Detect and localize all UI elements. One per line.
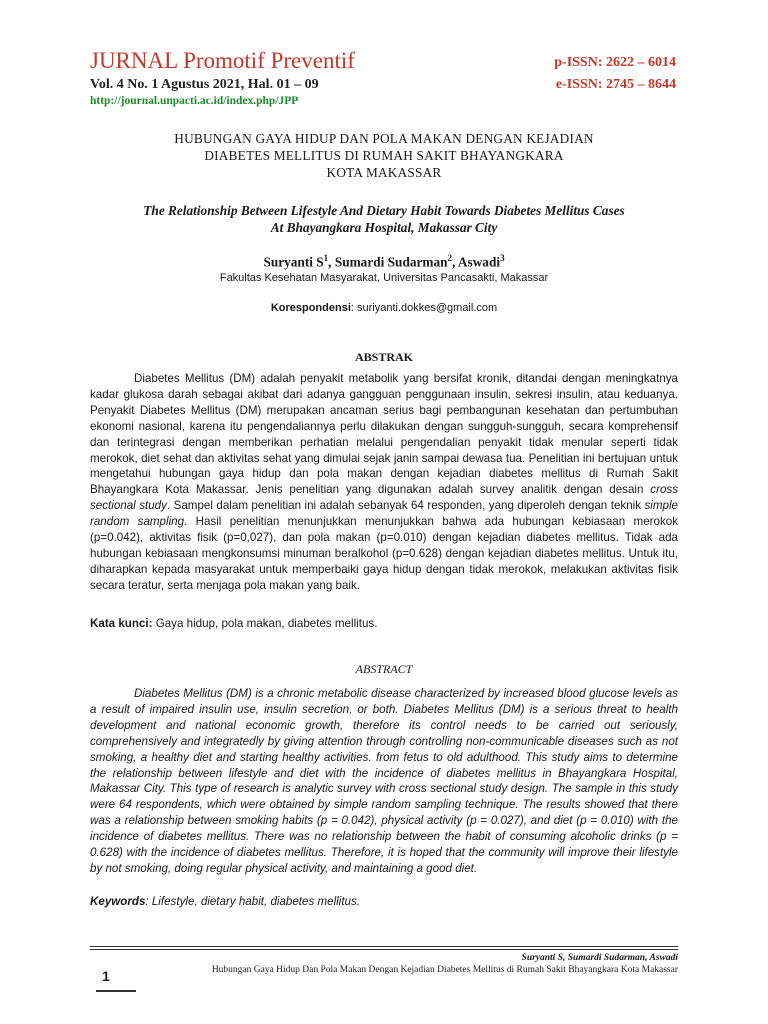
title-en-line-2: At Bhayangkara Hospital, Makassar City (270, 220, 498, 235)
abstrak-heading: ABSTRAK (354, 350, 413, 364)
author-1: Suryanti S (263, 254, 324, 270)
kata-kunci-label: Kata kunci: (90, 617, 153, 630)
footer-running-title: Hubungan Gaya Hidup Dan Pola Makan Dengan Kejadian Diabetes Mellitus di Rumah Sakit Bhayangkara Kota Makassar (211, 965, 678, 975)
author-list (90, 253, 678, 270)
author-2: , Sumardi Sudarman (328, 254, 448, 270)
e-issn: e-ISSN: 2745 – 8644 (555, 77, 676, 92)
abstrak-part-2: . Sampel dalam penelitian ini adalah sebanyak 64 responden, yang diperoleh dengan teknik (166, 499, 645, 513)
journal-title: JURNAL Promotif Preventif (90, 48, 355, 73)
title-id-line-3: KOTA MAKASSAR (326, 165, 442, 180)
abstract-heading: ABSTRACT (355, 662, 413, 676)
title-en-line-1: The Relationship Between Lifestyle And Dietary Habit Towards Diabetes Mellitus Cases (143, 203, 625, 218)
footer-rule-thin (90, 949, 678, 950)
author-3-sup: 3 (500, 253, 505, 263)
keywords-text: : Lifestyle, dietary habit, diabetes mellitus. (145, 895, 361, 908)
page-number-underline (96, 990, 136, 992)
title-id-line-2: DIABETES MELLITUS DI RUMAH SAKIT BHAYANGKARA (204, 148, 564, 163)
journal-url-link[interactable]: http://journal.unpacti.ac.id/index.php/JPP (90, 95, 299, 107)
kata-kunci-text: Gaya hidup, pola makan, diabetes mellitus. (152, 617, 378, 630)
abstrak-part-3: . Hasil penelitian menunjukkan menunjukkan bahwa ada hubungan kebiasaan merokok (p=0.042), aktivitas fisik (p=0,027), dan pola makan (p=0.010) dengan kejadian diabetes mellitus. Tidak ada hubungan kebiasaan mengkonsumsi minuman beralkohol (p=0.628) dengan kejadian diabetes mellitus. Untuk itu, diharapkan kepada masyarakat untuk memperbaiki gaya hidup dengan tidak merokok, melakukan aktivitas fisik secara teratur, serta menjaga pola makan yang baik. (90, 515, 678, 592)
p-issn: p-ISSN: 2622 – 6014 (554, 55, 676, 70)
abstrak-italic-2: simple random sampling (90, 499, 678, 529)
affiliation: Fakultas Kesehatan Masyarakat, Universitas Pancasakti, Makassar (219, 272, 549, 284)
footer-authors: Suryanti S, Sumardi Sudarman, Aswadi (521, 953, 678, 963)
abstract-text: Diabetes Mellitus (DM) is a chronic metabolic disease characterized by increased blood glucose levels as a result of impaired insulin use, insulin secretion, or both. Diabetes Mellitus (DM) is a serious threat to health development and national economic growth, therefore its control needs to be carried out seriously, comprehensively and integratedly by giving attention through controlling non-communicable diseases such as not smoking, a healthy diet and starting healthy activities. from fetus to old adulthood. This study aims to determine the relationship between lifestyle and diet with the incidence of diabetes mellitus in Bhayangkara Hospital, Makassar City. This type of research is analytic survey with cross sectional study design. The sample in this study were 64 respondents, which were obtained by simple random sampling technique. The results showed that there was a relationship between smoking habits (p = 0.042), physical activity (p = 0.027), and diet (p = 0.010) with the incidence of diabetes mellitus. There was no relationship between the habit of consuming alcoholic drinks (p = 0.628) with the incidence of diabetes mellitus. Therefore, it is hoped that the community will improve their lifestyle by not smoking, doing regular physical activity, and maintaining a good diet. (90, 687, 678, 875)
abstrak-italic-1: cross sectional study (90, 483, 678, 513)
correspondence-label: Korespondensi (270, 302, 351, 314)
keywords (90, 895, 678, 908)
kata-kunci (90, 617, 678, 630)
page-number: 1 (102, 968, 110, 984)
volume-info: Vol. 4 No. 1 Agustus 2021, Hal. 01 – 09 (90, 77, 319, 92)
abstract-body (90, 686, 678, 877)
author-3: , Aswadi (452, 254, 501, 270)
author-2-sup: 2 (447, 253, 453, 263)
abstrak-part-1: Diabetes Mellitus (DM) adalah penyakit metabolik yang bersifat kronik, ditandai dengan meningkatnya kadar glukosa darah sebagai akibat dari adanya gangguan penggunaan insulin, sekresi insulin, atau keduanya. Penyakit Diabetes Mellitus (DM) merupakan ancaman serius bagi pembangunan kesehatan dan pertumbuhan ekonomi nasional, karena itu pengendaliannya perlu dilakukan dengan sungguh-sungguh, secara komprehensif dan terintegrasi dengan memberikan perhatian melalui pengendalian penyakit tidak menular seperti tidak merokok, diet sehat dan aktivitas sehat yang dimulai sejak janin sampai dewasa tua. Penelitian ini bertujuan untuk mengetahui hubungan gaya hidup dan pola makan dengan kejadian diabetes mellitus di Rumah Sakit Bhayangkara Kota Makassar. Jenis penelitian yang digunakan adalah survey analitik dengan desain (90, 372, 678, 497)
footer-rule (90, 946, 678, 947)
author-1-sup: 1 (323, 253, 329, 263)
correspondence-email[interactable]: : suriyanti.dokkes@gmail.com (350, 302, 498, 314)
correspondence (90, 302, 678, 314)
abstrak-body (90, 371, 678, 594)
keywords-label: Keywords (90, 895, 146, 908)
title-id-line-1: HUBUNGAN GAYA HIDUP DAN POLA MAKAN DENGAN KEJADIAN (174, 131, 594, 146)
